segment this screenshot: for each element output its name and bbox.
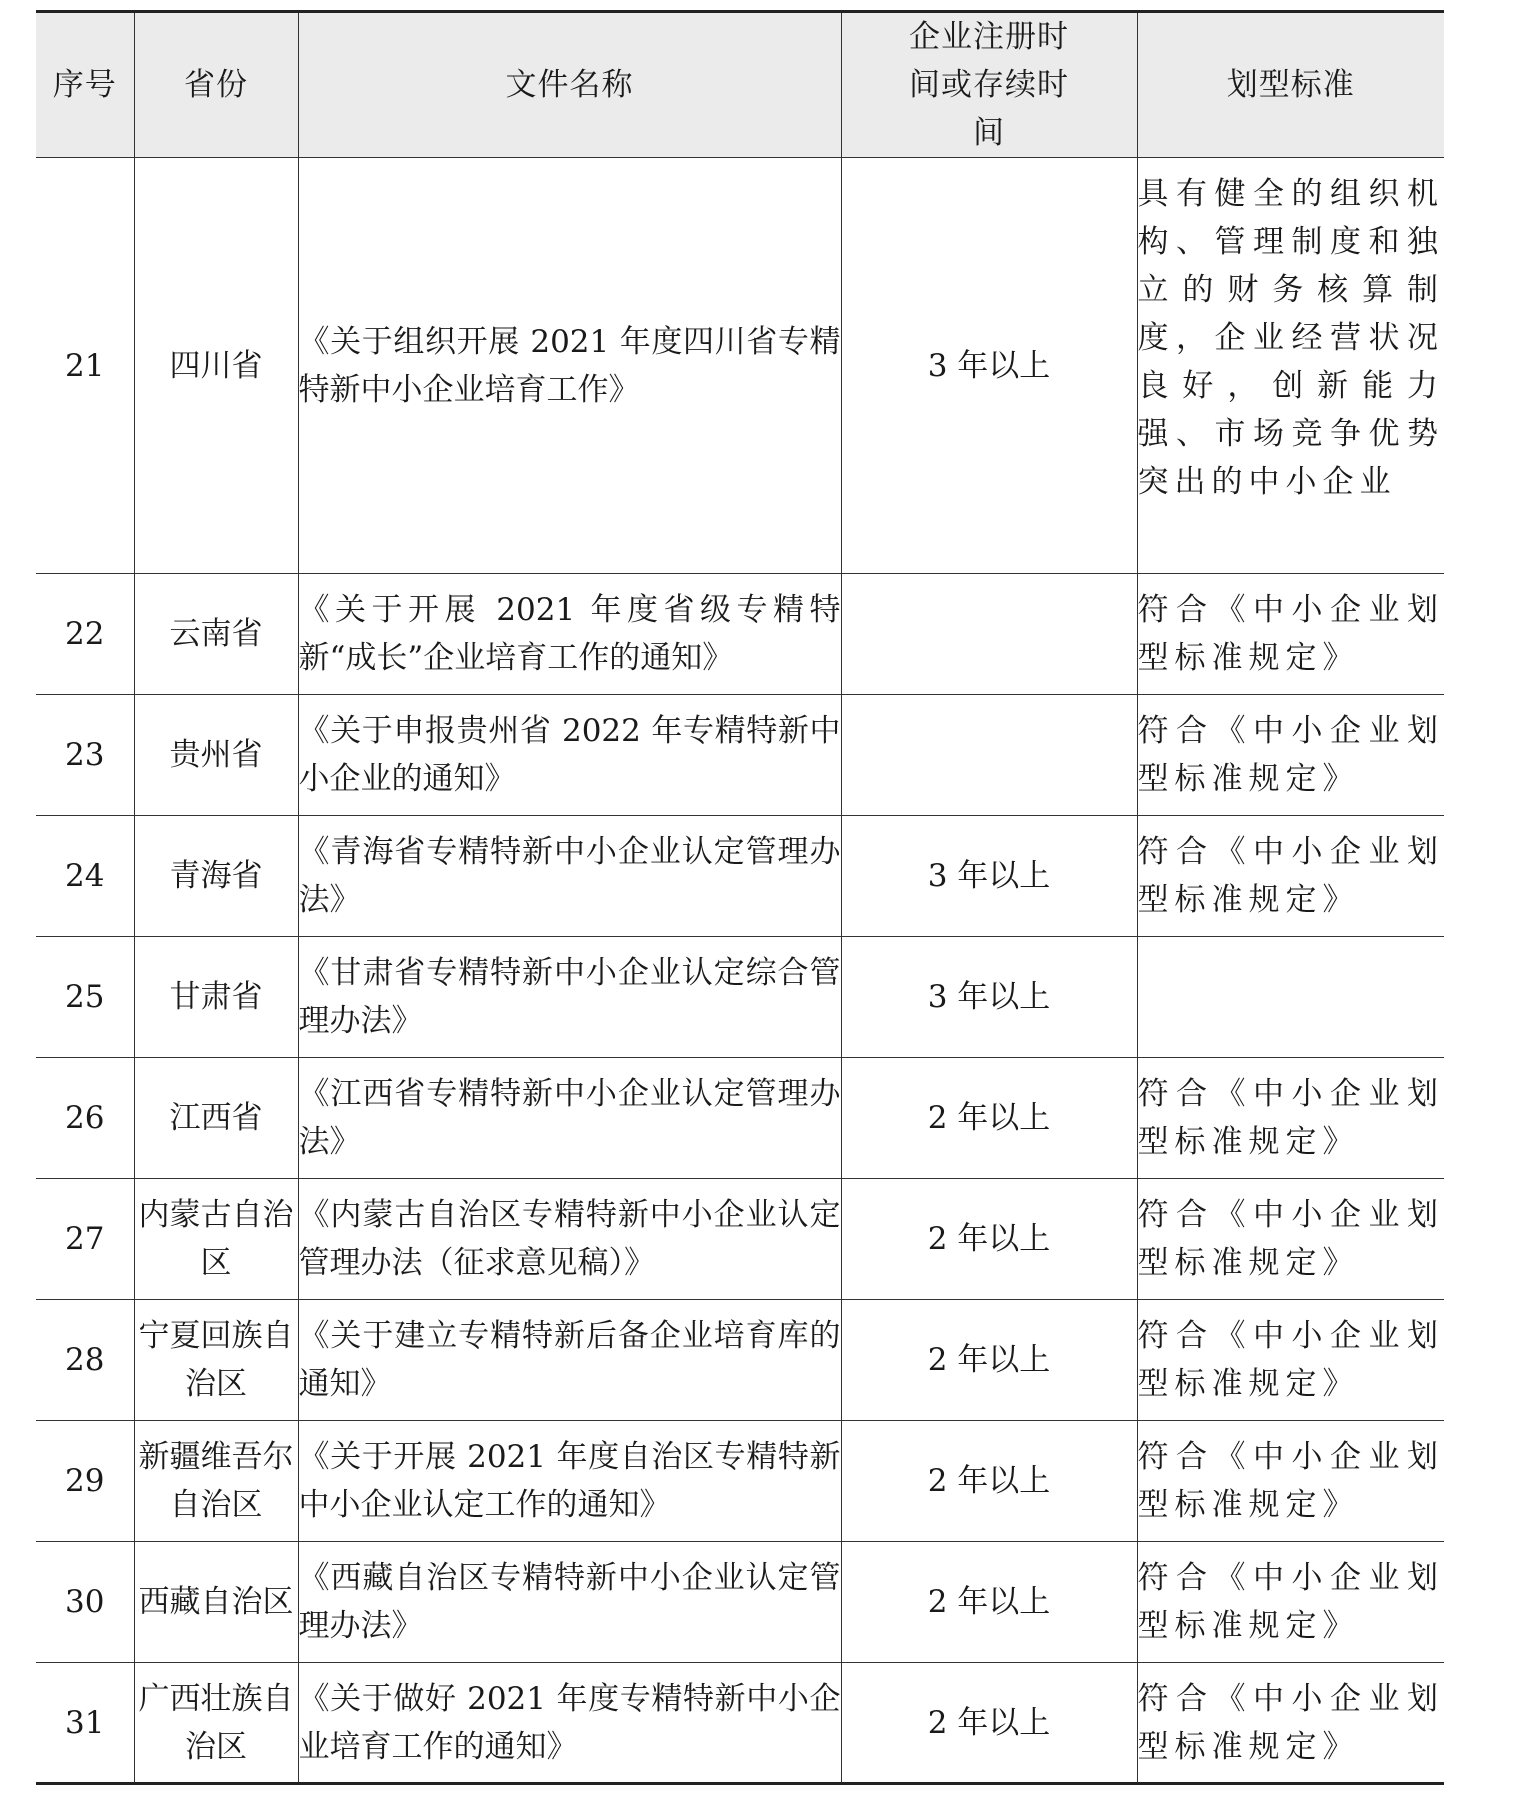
table-row [36, 1542, 1444, 1663]
header-classification-standard: 划型标准 [1137, 12, 1444, 158]
row-index: 30 [36, 1542, 134, 1663]
row-registration-time: 2 年以上 [841, 1663, 1137, 1784]
row-file-name: 《江西省专精特新中小企业认定管理办法》 [298, 1058, 841, 1179]
table-row [36, 1179, 1444, 1300]
row-province: 云南省 [134, 574, 298, 695]
row-classification-standard: 符合《中小企业划型标准规定》 [1137, 1663, 1444, 1784]
row-classification-standard: 符合《中小企业划型标准规定》 [1137, 1179, 1444, 1300]
row-registration-time [841, 574, 1137, 695]
row-province: 四川省 [134, 158, 298, 574]
table-row [36, 695, 1444, 816]
row-index: 24 [36, 816, 134, 937]
row-registration-time: 2 年以上 [841, 1058, 1137, 1179]
row-classification-standard: 具有健全的组织机构、管理制度和独立的财务核算制度，企业经营状况良好，创新能力强、市场竞争优势突出的中小企业 [1137, 158, 1444, 574]
row-classification-standard: 符合《中小企业划型标准规定》 [1137, 1058, 1444, 1179]
row-file-name: 《甘肃省专精特新中小企业认定综合管理办法》 [298, 937, 841, 1058]
row-file-name: 《内蒙古自治区专精特新中小企业认定管理办法（征求意见稿）》 [298, 1179, 841, 1300]
row-province: 青海省 [134, 816, 298, 937]
row-province: 西藏自治区 [134, 1542, 298, 1663]
row-classification-standard: 符合《中小企业划型标准规定》 [1137, 1300, 1444, 1421]
table-row [36, 816, 1444, 937]
row-classification-standard: 符合《中小企业划型标准规定》 [1137, 574, 1444, 695]
row-file-name: 《关于开展 2021 年度自治区专精特新中小企业认定工作的通知》 [298, 1421, 841, 1542]
row-registration-time: 2 年以上 [841, 1300, 1137, 1421]
row-province: 江西省 [134, 1058, 298, 1179]
row-registration-time: 3 年以上 [841, 158, 1137, 574]
provincial-policy-table [36, 10, 1444, 1785]
row-registration-time: 3 年以上 [841, 816, 1137, 937]
table-row [36, 1058, 1444, 1179]
row-province: 甘肃省 [134, 937, 298, 1058]
row-classification-standard: 符合《中小企业划型标准规定》 [1137, 1421, 1444, 1542]
row-registration-time [841, 695, 1137, 816]
row-index: 27 [36, 1179, 134, 1300]
row-province: 宁夏回族自治区 [134, 1300, 298, 1421]
row-registration-time: 2 年以上 [841, 1421, 1137, 1542]
row-file-name: 《青海省专精特新中小企业认定管理办法》 [298, 816, 841, 937]
row-classification-standard: 符合《中小企业划型标准规定》 [1137, 695, 1444, 816]
row-index: 25 [36, 937, 134, 1058]
table-row [36, 937, 1444, 1058]
row-index: 26 [36, 1058, 134, 1179]
row-file-name: 《关于开展 2021 年度省级专精特新“成长”企业培育工作的通知》 [298, 574, 841, 695]
row-province: 内蒙古自治区 [134, 1179, 298, 1300]
table-header-row [36, 12, 1444, 158]
row-index: 28 [36, 1300, 134, 1421]
row-registration-time: 2 年以上 [841, 1542, 1137, 1663]
header-province: 省份 [134, 12, 298, 158]
table-row [36, 158, 1444, 574]
row-file-name: 《关于做好 2021 年度专精特新中小企业培育工作的通知》 [298, 1663, 841, 1784]
row-registration-time: 3 年以上 [841, 937, 1137, 1058]
header-registration-time: 企业注册时间或存续时间 [841, 12, 1137, 158]
row-index: 22 [36, 574, 134, 695]
row-index: 31 [36, 1663, 134, 1784]
table-row [36, 1663, 1444, 1784]
row-province: 广西壮族自治区 [134, 1663, 298, 1784]
row-file-name: 《关于申报贵州省 2022 年专精特新中小企业的通知》 [298, 695, 841, 816]
row-file-name: 《关于建立专精特新后备企业培育库的通知》 [298, 1300, 841, 1421]
header-file-name: 文件名称 [298, 12, 841, 158]
row-classification-standard [1137, 937, 1444, 1058]
row-province: 新疆维吾尔自治区 [134, 1421, 298, 1542]
row-file-name: 《西藏自治区专精特新中小企业认定管理办法》 [298, 1542, 841, 1663]
row-classification-standard: 符合《中小企业划型标准规定》 [1137, 1542, 1444, 1663]
row-index: 29 [36, 1421, 134, 1542]
row-classification-standard: 符合《中小企业划型标准规定》 [1137, 816, 1444, 937]
row-registration-time: 2 年以上 [841, 1179, 1137, 1300]
row-province: 贵州省 [134, 695, 298, 816]
header-index: 序号 [36, 12, 134, 158]
row-index: 21 [36, 158, 134, 574]
table-row [36, 1300, 1444, 1421]
table-row [36, 1421, 1444, 1542]
row-index: 23 [36, 695, 134, 816]
table-row [36, 574, 1444, 695]
row-file-name: 《关于组织开展 2021 年度四川省专精特新中小企业培育工作》 [298, 158, 841, 574]
